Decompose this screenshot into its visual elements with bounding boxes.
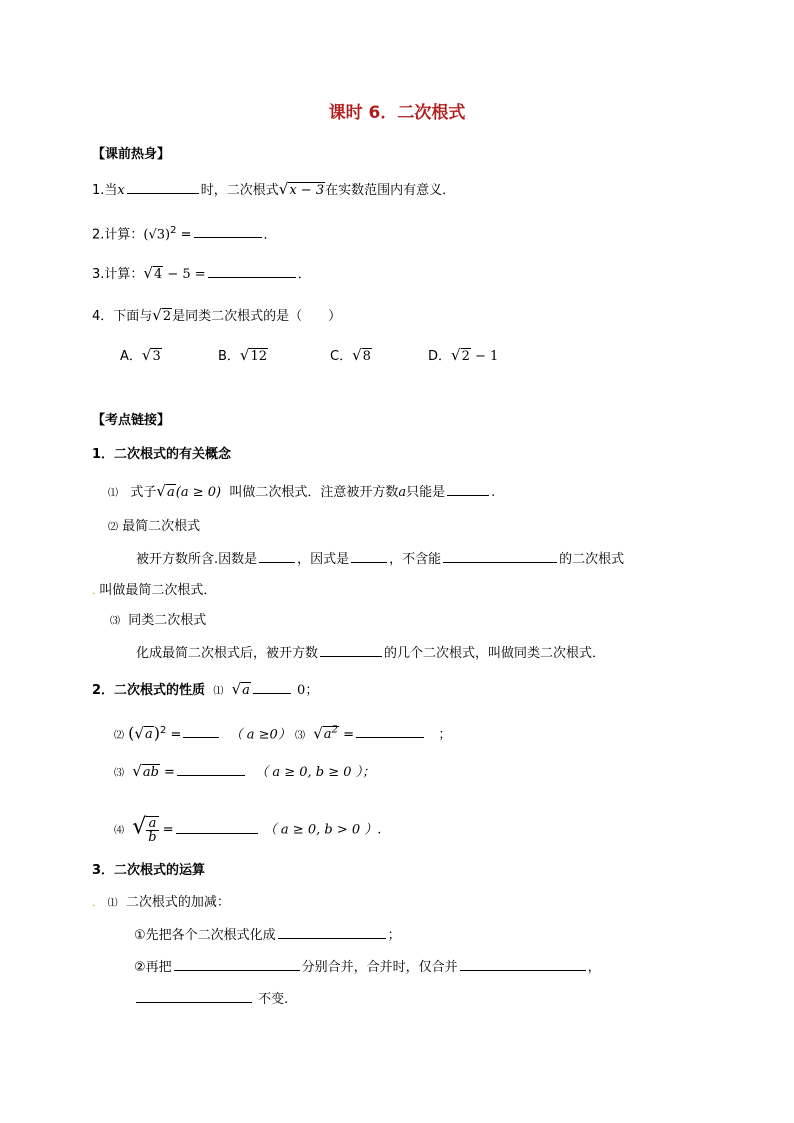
c1-post: 只能是 — [406, 485, 446, 500]
option-a[interactable] — [120, 346, 162, 366]
q3-expression: − 5 = — [163, 267, 206, 282]
q3-answer-blank[interactable] — [208, 265, 296, 278]
c3-blank[interactable] — [320, 644, 382, 657]
q2-prefix: 2.计算： — [92, 227, 144, 243]
q2-answer-blank[interactable] — [194, 225, 262, 238]
radical-sign-icon: √ — [143, 264, 153, 282]
p4-condition: （ a ≥ 0, b > 0 ）. — [263, 822, 382, 838]
q3-prefix: 3.计算： — [92, 267, 144, 282]
radical-sign-icon: √ — [156, 482, 166, 500]
heading-properties — [92, 680, 318, 701]
q3-radicand: 4 — [153, 267, 163, 282]
operation-step-2 — [134, 958, 601, 977]
r3-suffix: ， — [587, 960, 601, 975]
property-2 — [114, 722, 451, 745]
p2-condition: （ a ≥0） — [229, 727, 291, 743]
c3-text-2: 的几个二次根式，叫做同类二次根式． — [384, 646, 606, 661]
operation-step-3 — [134, 990, 288, 1009]
radical-sign-icon: √ — [141, 346, 152, 364]
property-4 — [114, 816, 381, 844]
r2-blank[interactable] — [278, 926, 386, 939]
item-number: ⑴ — [213, 686, 224, 697]
p2-blank-2[interactable] — [356, 725, 424, 738]
c2-blank-3[interactable] — [443, 550, 557, 563]
r3-middle: 分别合并，合并时，仅合并 — [301, 960, 458, 975]
radical-sign-icon: √ — [231, 680, 242, 698]
p2-radicand: a — [144, 727, 153, 743]
q2-equals: = — [176, 227, 192, 243]
c2-text-4: 的二次根式 — [559, 552, 625, 567]
q1-middle: 时，二次根式 — [200, 183, 279, 198]
q4-suffix: 是同类二次根式的是（ ） — [172, 309, 342, 324]
r4-suffix: 不变. — [258, 992, 289, 1007]
c1-end: . — [491, 485, 496, 500]
c3-text-1: 化成最简二次根式后，被开方数 — [136, 646, 319, 661]
heading-concepts: 1．二次根式的有关概念 — [92, 447, 232, 462]
page-title: 课时 6．二次根式 — [328, 103, 466, 123]
option-tail: − 1 — [470, 349, 499, 364]
p3-radicand: ab — [142, 765, 159, 780]
q2-exponent: 2 — [170, 225, 177, 236]
p4-fraction — [146, 816, 158, 844]
c1-middle: 叫做二次根式．注意被开方数 — [229, 485, 399, 500]
option-letter: D． — [428, 349, 452, 364]
h2-label: 2．二次根式的性质 — [92, 683, 206, 698]
option-d[interactable] — [428, 346, 498, 366]
concept-2-end — [92, 582, 216, 601]
mark-dot: . — [92, 586, 96, 597]
p4-denominator: b — [148, 830, 157, 845]
p4-blank[interactable] — [176, 821, 258, 834]
option-letter: C． — [330, 349, 353, 364]
q1-suffix: 在实数范围内有意义． — [325, 183, 456, 198]
p2-radicand-2 — [323, 726, 339, 742]
option-radicand: 3 — [152, 349, 161, 364]
option-b[interactable] — [218, 346, 268, 366]
q3-suffix: ． — [297, 267, 311, 282]
p2-blank-1[interactable] — [183, 725, 219, 738]
c2-text-1: 被开方数所含.因数是 — [136, 552, 258, 567]
q4-prefix: 4．下面与 — [92, 309, 153, 324]
option-letter: A． — [120, 349, 142, 364]
item-number: ⑷ — [114, 825, 124, 837]
question-3 — [92, 264, 311, 284]
section-heading-points: 【考点链接】 — [92, 413, 171, 428]
item-number: ⑶ — [294, 730, 305, 742]
r1-text: 二次根式的加减： — [125, 895, 230, 910]
question-4 — [92, 306, 341, 326]
item-number: ⑶ — [114, 768, 124, 779]
radical-sign-icon: √ — [152, 306, 162, 324]
c1-variable: a — [398, 485, 407, 500]
p2-equals: = — [166, 727, 182, 743]
radical-sign-icon: √ — [134, 724, 144, 743]
c1-condition: (a ≥ 0) — [175, 485, 222, 500]
c2-text-3: ，不含能 — [389, 552, 442, 567]
q1-radicand: x − 3 — [289, 183, 325, 198]
radical-sign-icon: √ — [313, 724, 323, 743]
radical-sign-icon: √ — [352, 346, 362, 364]
item-number: ⑴ — [107, 898, 118, 909]
c2-end-text: 叫做最简二次根式． — [99, 583, 217, 598]
q1-variable: x — [117, 183, 125, 198]
c2-text-2: ，因式是 — [297, 552, 350, 567]
radical-sign-icon: √ — [451, 346, 461, 364]
p2-end: ； — [438, 727, 452, 743]
question-2 — [92, 222, 277, 244]
option-radicand: 12 — [250, 349, 268, 364]
p4-equals: = — [158, 822, 174, 838]
radical-sign-icon: √ — [132, 814, 147, 840]
mark-dot: . — [92, 898, 96, 909]
section-heading-warmup: 【课前热身】 — [92, 147, 171, 162]
h2-radicand: a — [242, 683, 250, 698]
question-1 — [92, 180, 455, 200]
paren-open-icon: ( — [128, 723, 135, 743]
radical-sign-icon: √ — [132, 762, 142, 780]
concept-3 — [110, 612, 206, 631]
paren-close-icon: ) — [153, 723, 160, 743]
item-number: ⑵ — [108, 522, 118, 533]
radical-sign-icon: √ — [278, 180, 289, 198]
p2-equals-2: = — [338, 727, 354, 743]
p3-condition: （ a ≥ 0, b ≥ 0 ）； — [255, 765, 376, 780]
h2-blank[interactable] — [253, 681, 291, 694]
p4-numerator: a — [146, 817, 158, 831]
p2-radicand-base: a — [323, 727, 332, 743]
h2-post: 0； — [297, 683, 319, 698]
concept-3-body — [136, 644, 605, 663]
concept-2-body — [136, 550, 624, 569]
heading-operations: 3．二次根式的运算 — [92, 863, 206, 878]
r3-blank-1[interactable] — [174, 958, 300, 971]
r3-prefix: ②再把 — [134, 960, 172, 975]
q1-answer-blank[interactable] — [127, 181, 199, 194]
r2-suffix: ； — [387, 928, 401, 943]
property-3 — [114, 762, 375, 783]
item-number: ⑶ — [110, 616, 120, 627]
c3-label: 同类二次根式 — [128, 613, 207, 628]
c2-blank-2[interactable] — [351, 550, 387, 563]
c2-label: 最简二次根式 — [122, 519, 201, 534]
operation-1 — [92, 894, 230, 913]
option-radicand: 2 — [461, 349, 470, 364]
q2-expression: (√3) — [143, 227, 171, 243]
p2-exponent: 2 — [159, 725, 167, 736]
concept-2 — [108, 518, 200, 537]
q4-radicand: 2 — [162, 309, 172, 324]
option-c[interactable] — [330, 346, 372, 366]
p3-blank[interactable] — [177, 763, 245, 776]
p3-equals: = — [159, 765, 175, 780]
item-number: ⑴ — [108, 488, 118, 499]
q1-prefix: 1.当 — [92, 183, 118, 198]
item-number: ⑵ — [114, 730, 124, 742]
c1-answer-blank[interactable] — [447, 483, 489, 496]
radical-sign-icon: √ — [239, 346, 250, 364]
r3-blank-2[interactable] — [460, 958, 586, 971]
concept-1 — [108, 482, 495, 503]
option-radicand: 8 — [362, 349, 371, 364]
c1-radicand: a — [166, 485, 175, 500]
c2-blank-1[interactable] — [259, 550, 295, 563]
r4-blank[interactable] — [136, 990, 252, 1003]
c1-prefix: 式子 — [130, 485, 157, 500]
r2-prefix: ①先把各个二次根式化成 — [134, 928, 276, 943]
p2-exponent-2: 2 — [331, 725, 338, 736]
operation-step-1 — [134, 926, 401, 945]
option-letter: B． — [218, 349, 240, 364]
q2-suffix: ． — [263, 227, 277, 243]
